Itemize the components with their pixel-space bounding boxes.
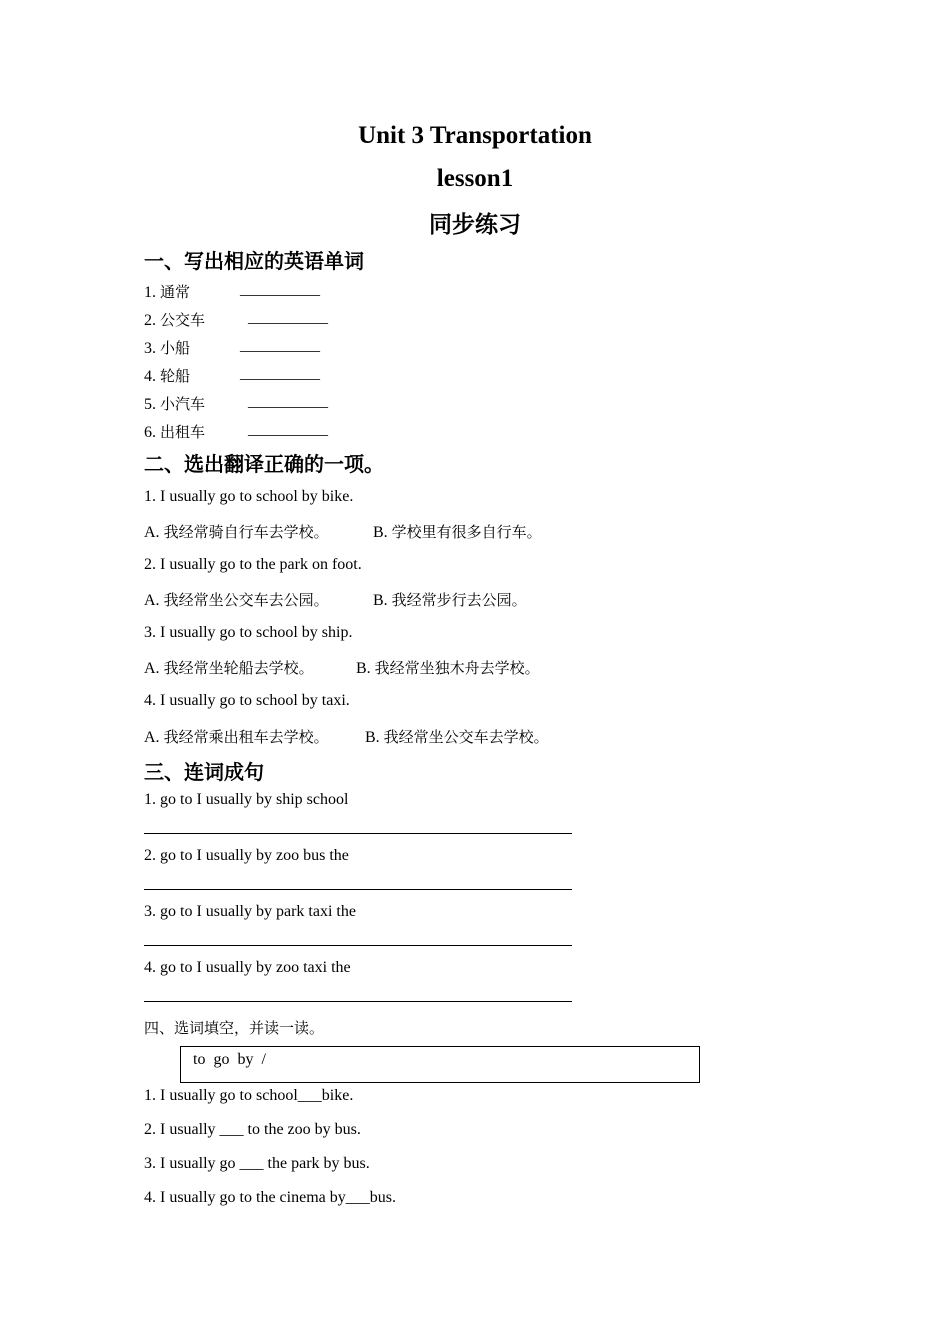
vocab-blank[interactable]: __________ xyxy=(248,309,328,326)
option-a[interactable]: A. 我经常坐轮船去学校。 xyxy=(144,659,314,677)
question-sentence: 3. I usually go to school by ship. xyxy=(144,624,353,641)
vocab-item: 1. 通常 xyxy=(144,283,191,301)
fill-blank-item[interactable]: 3. I usually go ___ the park by bus. xyxy=(144,1155,370,1172)
option-a[interactable]: A. 我经常坐公交车去公园。 xyxy=(144,591,329,609)
vocab-blank[interactable]: __________ xyxy=(240,337,320,354)
scrambled-words: 2. go to I usually by zoo bus the xyxy=(144,847,349,864)
scrambled-words: 1. go to I usually by ship school xyxy=(144,791,349,808)
word-bank: to go by / xyxy=(193,1051,266,1068)
vocab-item: 2. 公交车 xyxy=(144,311,206,329)
section4-heading: 四、选词填空，并读一读。 xyxy=(144,1019,325,1037)
section2-heading: 二、选出翻译正确的一项。 xyxy=(144,452,384,476)
option-b[interactable]: B. 我经常坐独木舟去学校。 xyxy=(356,659,540,677)
lesson-subtitle: lesson1 xyxy=(436,165,514,192)
answer-line[interactable] xyxy=(144,945,572,946)
fill-blank-item[interactable]: 4. I usually go to the cinema by___bus. xyxy=(144,1189,396,1206)
fill-blank-item[interactable]: 2. I usually ___ to the zoo by bus. xyxy=(144,1121,361,1138)
vocab-item: 4. 轮船 xyxy=(144,367,191,385)
option-a[interactable]: A. 我经常乘出租车去学校。 xyxy=(144,728,329,746)
vocab-item: 3. 小船 xyxy=(144,339,191,357)
vocab-blank[interactable]: __________ xyxy=(240,365,320,382)
question-sentence: 1. I usually go to school by bike. xyxy=(144,488,354,505)
exercise-title: 同步练习 xyxy=(429,212,521,238)
vocab-blank[interactable]: __________ xyxy=(240,281,320,298)
scrambled-words: 3. go to I usually by park taxi the xyxy=(144,903,356,920)
scrambled-words: 4. go to I usually by zoo taxi the xyxy=(144,959,351,976)
fill-blank-item[interactable]: 1. I usually go to school___bike. xyxy=(144,1087,354,1104)
answer-line[interactable] xyxy=(144,1001,572,1002)
option-b[interactable]: B. 我经常坐公交车去学校。 xyxy=(365,728,549,746)
vocab-item: 5. 小汽车 xyxy=(144,395,206,413)
vocab-item: 6. 出租车 xyxy=(144,423,206,441)
section3-heading: 三、连词成句 xyxy=(144,760,264,784)
option-a[interactable]: A. 我经常骑自行车去学校。 xyxy=(144,523,329,541)
word-bank-box xyxy=(180,1046,700,1083)
question-sentence: 2. I usually go to the park on foot. xyxy=(144,556,362,573)
question-sentence: 4. I usually go to school by taxi. xyxy=(144,692,350,709)
vocab-blank[interactable]: __________ xyxy=(248,421,328,438)
answer-line[interactable] xyxy=(144,889,572,890)
option-b[interactable]: B. 我经常步行去公园。 xyxy=(373,591,527,609)
option-b[interactable]: B. 学校里有很多自行车。 xyxy=(373,523,542,541)
vocab-blank[interactable]: __________ xyxy=(248,393,328,410)
answer-line[interactable] xyxy=(144,833,572,834)
section1-heading: 一、写出相应的英语单词 xyxy=(144,249,364,273)
page-title: Unit 3 Transportation xyxy=(358,122,592,149)
